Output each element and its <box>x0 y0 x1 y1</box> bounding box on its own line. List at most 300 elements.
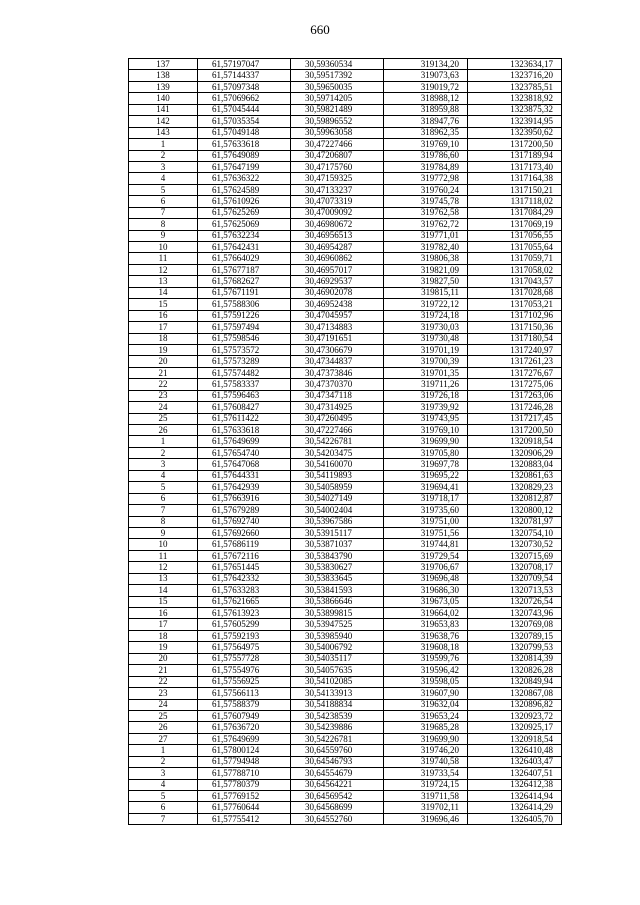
longitude-cell: 30,54027149 <box>291 493 384 504</box>
x-coordinate-cell: 319724,18 <box>384 310 468 321</box>
latitude-cell: 61,57566113 <box>198 688 291 699</box>
table-row <box>129 642 562 653</box>
latitude-cell: 61,57651445 <box>198 562 291 573</box>
x-coordinate-cell: 319744,81 <box>384 539 468 550</box>
point-number-cell: 139 <box>129 81 198 92</box>
latitude-cell: 61,57610926 <box>198 196 291 207</box>
x-coordinate-cell: 319769,10 <box>384 139 468 150</box>
point-number-cell: 7 <box>129 207 198 218</box>
latitude-cell: 61,57677187 <box>198 264 291 275</box>
point-number-cell: 17 <box>129 322 198 333</box>
point-number-cell: 7 <box>129 813 198 824</box>
table-row <box>129 116 562 127</box>
point-number-cell: 13 <box>129 276 198 287</box>
y-coordinate-cell: 1320709,54 <box>468 573 562 584</box>
table-row <box>129 322 562 333</box>
point-number-cell: 23 <box>129 390 198 401</box>
latitude-cell: 61,57625069 <box>198 219 291 230</box>
point-number-cell: 18 <box>129 630 198 641</box>
table-row <box>129 665 562 676</box>
longitude-cell: 30,54006792 <box>291 642 384 653</box>
longitude-cell: 30,46956513 <box>291 230 384 241</box>
y-coordinate-cell: 1320743,96 <box>468 608 562 619</box>
latitude-cell: 61,57642332 <box>198 573 291 584</box>
longitude-cell: 30,46960862 <box>291 253 384 264</box>
y-coordinate-cell: 1320800,12 <box>468 505 562 516</box>
x-coordinate-cell: 319772,98 <box>384 173 468 184</box>
point-number-cell: 12 <box>129 562 198 573</box>
point-number-cell: 2 <box>129 756 198 767</box>
point-number-cell: 15 <box>129 596 198 607</box>
x-coordinate-cell: 319638,76 <box>384 630 468 641</box>
x-coordinate-cell: 319711,26 <box>384 379 468 390</box>
table-row <box>129 699 562 710</box>
x-coordinate-cell: 319699,90 <box>384 733 468 744</box>
longitude-cell: 30,53843790 <box>291 550 384 561</box>
point-number-cell: 25 <box>129 710 198 721</box>
point-number-cell: 5 <box>129 482 198 493</box>
point-number-cell: 5 <box>129 791 198 802</box>
x-coordinate-cell: 319751,56 <box>384 527 468 538</box>
latitude-cell: 61,57632234 <box>198 230 291 241</box>
y-coordinate-cell: 1320861,63 <box>468 470 562 481</box>
x-coordinate-cell: 319653,83 <box>384 619 468 630</box>
y-coordinate-cell: 1320918,54 <box>468 733 562 744</box>
page-number: 660 <box>310 22 330 37</box>
longitude-cell: 30,47073319 <box>291 196 384 207</box>
latitude-cell: 61,57608427 <box>198 402 291 413</box>
latitude-cell: 61,57649699 <box>198 436 291 447</box>
table-row <box>129 356 562 367</box>
table-row <box>129 493 562 504</box>
longitude-cell: 30,54058959 <box>291 482 384 493</box>
longitude-cell: 30,59360534 <box>291 59 384 70</box>
point-number-cell: 6 <box>129 196 198 207</box>
point-number-cell: 18 <box>129 333 198 344</box>
latitude-cell: 61,57647199 <box>198 161 291 172</box>
longitude-cell: 30,64559760 <box>291 745 384 756</box>
longitude-cell: 30,47314925 <box>291 402 384 413</box>
table-row <box>129 676 562 687</box>
longitude-cell: 30,47134883 <box>291 322 384 333</box>
x-coordinate-cell: 319745,78 <box>384 196 468 207</box>
table-row <box>129 264 562 275</box>
x-coordinate-cell: 319700,39 <box>384 356 468 367</box>
table-row <box>129 436 562 447</box>
latitude-cell: 61,57621665 <box>198 596 291 607</box>
y-coordinate-cell: 1323716,20 <box>468 70 562 81</box>
longitude-cell: 30,54119893 <box>291 470 384 481</box>
point-number-cell: 9 <box>129 527 198 538</box>
latitude-cell: 61,57605299 <box>198 619 291 630</box>
y-coordinate-cell: 1320906,29 <box>468 447 562 458</box>
y-coordinate-cell: 1326412,38 <box>468 779 562 790</box>
point-number-cell: 141 <box>129 104 198 115</box>
y-coordinate-cell: 1323950,62 <box>468 127 562 138</box>
x-coordinate-cell: 319596,42 <box>384 665 468 676</box>
x-coordinate-cell: 319815,11 <box>384 287 468 298</box>
longitude-cell: 30,54057635 <box>291 665 384 676</box>
y-coordinate-cell: 1320849,94 <box>468 676 562 687</box>
y-coordinate-cell: 1320812,87 <box>468 493 562 504</box>
x-coordinate-cell: 319746,20 <box>384 745 468 756</box>
x-coordinate-cell: 319729,54 <box>384 550 468 561</box>
point-number-cell: 20 <box>129 653 198 664</box>
latitude-cell: 61,57686119 <box>198 539 291 550</box>
y-coordinate-cell: 1320726,54 <box>468 596 562 607</box>
table-row <box>129 459 562 470</box>
y-coordinate-cell: 1320715,69 <box>468 550 562 561</box>
longitude-cell: 30,54203475 <box>291 447 384 458</box>
y-coordinate-cell: 1317275,06 <box>468 379 562 390</box>
table-row <box>129 813 562 824</box>
point-number-cell: 21 <box>129 665 198 676</box>
table-row <box>129 550 562 561</box>
x-coordinate-cell: 319762,58 <box>384 207 468 218</box>
x-coordinate-cell: 319760,24 <box>384 184 468 195</box>
table-row <box>129 596 562 607</box>
table-row <box>129 619 562 630</box>
y-coordinate-cell: 1323875,32 <box>468 104 562 115</box>
table-row <box>129 379 562 390</box>
longitude-cell: 30,47344837 <box>291 356 384 367</box>
table-row <box>129 253 562 264</box>
x-coordinate-cell: 319739,92 <box>384 402 468 413</box>
y-coordinate-cell: 1326414,94 <box>468 791 562 802</box>
y-coordinate-cell: 1320781,97 <box>468 516 562 527</box>
point-number-cell: 3 <box>129 459 198 470</box>
y-coordinate-cell: 1320896,82 <box>468 699 562 710</box>
longitude-cell: 30,46980672 <box>291 219 384 230</box>
longitude-cell: 30,47306679 <box>291 344 384 355</box>
longitude-cell: 30,46929537 <box>291 276 384 287</box>
table-row <box>129 505 562 516</box>
x-coordinate-cell: 319699,90 <box>384 436 468 447</box>
y-coordinate-cell: 1317200,50 <box>468 425 562 436</box>
point-number-cell: 14 <box>129 585 198 596</box>
longitude-cell: 30,53915117 <box>291 527 384 538</box>
longitude-cell: 30,59650035 <box>291 81 384 92</box>
y-coordinate-cell: 1320789,15 <box>468 630 562 641</box>
latitude-cell: 61,57583337 <box>198 379 291 390</box>
x-coordinate-cell: 319134,20 <box>384 59 468 70</box>
latitude-cell: 61,57573572 <box>198 344 291 355</box>
x-coordinate-cell: 319701,35 <box>384 367 468 378</box>
longitude-cell: 30,54002404 <box>291 505 384 516</box>
latitude-cell: 61,57692740 <box>198 516 291 527</box>
x-coordinate-cell: 319705,80 <box>384 447 468 458</box>
latitude-cell: 61,57679289 <box>198 505 291 516</box>
point-number-cell: 16 <box>129 608 198 619</box>
x-coordinate-cell: 319806,38 <box>384 253 468 264</box>
longitude-cell: 30,47370370 <box>291 379 384 390</box>
point-number-cell: 12 <box>129 264 198 275</box>
x-coordinate-cell: 319607,90 <box>384 688 468 699</box>
y-coordinate-cell: 1320883,04 <box>468 459 562 470</box>
table-row <box>129 150 562 161</box>
point-number-cell: 1 <box>129 436 198 447</box>
x-coordinate-cell: 319821,09 <box>384 264 468 275</box>
latitude-cell: 61,57596463 <box>198 390 291 401</box>
longitude-cell: 30,47133237 <box>291 184 384 195</box>
latitude-cell: 61,57633283 <box>198 585 291 596</box>
longitude-cell: 30,47175760 <box>291 161 384 172</box>
y-coordinate-cell: 1320713,53 <box>468 585 562 596</box>
latitude-cell: 61,57692660 <box>198 527 291 538</box>
table-row <box>129 161 562 172</box>
point-number-cell: 26 <box>129 722 198 733</box>
latitude-cell: 61,57642939 <box>198 482 291 493</box>
longitude-cell: 30,54102085 <box>291 676 384 687</box>
longitude-cell: 30,53833645 <box>291 573 384 584</box>
y-coordinate-cell: 1320925,17 <box>468 722 562 733</box>
y-coordinate-cell: 1317150,36 <box>468 322 562 333</box>
y-coordinate-cell: 1317102,96 <box>468 310 562 321</box>
point-number-cell: 6 <box>129 802 198 813</box>
latitude-cell: 61,57769152 <box>198 791 291 802</box>
y-coordinate-cell: 1317118,02 <box>468 196 562 207</box>
y-coordinate-cell: 1317173,40 <box>468 161 562 172</box>
table-row <box>129 608 562 619</box>
longitude-cell: 30,53985940 <box>291 630 384 641</box>
longitude-cell: 30,47373846 <box>291 367 384 378</box>
table-row <box>129 127 562 138</box>
latitude-cell: 61,57557728 <box>198 653 291 664</box>
point-number-cell: 3 <box>129 161 198 172</box>
x-coordinate-cell: 319718,17 <box>384 493 468 504</box>
point-number-cell: 137 <box>129 59 198 70</box>
x-coordinate-cell: 319771,01 <box>384 230 468 241</box>
x-coordinate-cell: 319695,22 <box>384 470 468 481</box>
point-number-cell: 2 <box>129 447 198 458</box>
y-coordinate-cell: 1326403,47 <box>468 756 562 767</box>
longitude-cell: 30,47191651 <box>291 333 384 344</box>
point-number-cell: 19 <box>129 642 198 653</box>
latitude-cell: 61,57611422 <box>198 413 291 424</box>
x-coordinate-cell: 318988,12 <box>384 93 468 104</box>
point-number-cell: 8 <box>129 516 198 527</box>
longitude-cell: 30,47227466 <box>291 425 384 436</box>
table-row <box>129 710 562 721</box>
point-number-cell: 9 <box>129 230 198 241</box>
latitude-cell: 61,57613923 <box>198 608 291 619</box>
x-coordinate-cell: 319784,89 <box>384 161 468 172</box>
latitude-cell: 61,57780379 <box>198 779 291 790</box>
table-row <box>129 196 562 207</box>
longitude-cell: 30,47206807 <box>291 150 384 161</box>
coordinates-table-body <box>129 59 562 825</box>
table-row <box>129 276 562 287</box>
longitude-cell: 30,46902078 <box>291 287 384 298</box>
point-number-cell: 24 <box>129 699 198 710</box>
coordinates-table <box>128 58 562 825</box>
table-row <box>129 779 562 790</box>
table-row <box>129 470 562 481</box>
longitude-cell: 30,53899815 <box>291 608 384 619</box>
latitude-cell: 61,57636322 <box>198 173 291 184</box>
y-coordinate-cell: 1320799,53 <box>468 642 562 653</box>
latitude-cell: 61,57049148 <box>198 127 291 138</box>
table-row <box>129 425 562 436</box>
longitude-cell: 30,47009092 <box>291 207 384 218</box>
y-coordinate-cell: 1317180,54 <box>468 333 562 344</box>
table-row <box>129 688 562 699</box>
x-coordinate-cell: 319598,05 <box>384 676 468 687</box>
table-row <box>129 59 562 70</box>
point-number-cell: 16 <box>129 310 198 321</box>
longitude-cell: 30,54035117 <box>291 653 384 664</box>
point-number-cell: 1 <box>129 745 198 756</box>
latitude-cell: 61,57598546 <box>198 333 291 344</box>
x-coordinate-cell: 318959,88 <box>384 104 468 115</box>
table-row <box>129 402 562 413</box>
y-coordinate-cell: 1317246,28 <box>468 402 562 413</box>
longitude-cell: 30,59896552 <box>291 116 384 127</box>
x-coordinate-cell: 319686,30 <box>384 585 468 596</box>
table-row <box>129 756 562 767</box>
y-coordinate-cell: 1317055,64 <box>468 242 562 253</box>
y-coordinate-cell: 1317200,50 <box>468 139 562 150</box>
table-row <box>129 81 562 92</box>
y-coordinate-cell: 1317043,57 <box>468 276 562 287</box>
point-number-cell: 8 <box>129 219 198 230</box>
x-coordinate-cell: 319730,48 <box>384 333 468 344</box>
longitude-cell: 30,47159325 <box>291 173 384 184</box>
point-number-cell: 10 <box>129 242 198 253</box>
point-number-cell: 15 <box>129 299 198 310</box>
longitude-cell: 30,53967586 <box>291 516 384 527</box>
point-number-cell: 6 <box>129 493 198 504</box>
x-coordinate-cell: 319608,18 <box>384 642 468 653</box>
y-coordinate-cell: 1320829,23 <box>468 482 562 493</box>
table-row <box>129 367 562 378</box>
y-coordinate-cell: 1323785,51 <box>468 81 562 92</box>
y-coordinate-cell: 1317263,06 <box>468 390 562 401</box>
latitude-cell: 61,57633618 <box>198 425 291 436</box>
x-coordinate-cell: 319696,46 <box>384 813 468 824</box>
x-coordinate-cell: 318947,76 <box>384 116 468 127</box>
table-row <box>129 630 562 641</box>
point-number-cell: 14 <box>129 287 198 298</box>
y-coordinate-cell: 1320754,10 <box>468 527 562 538</box>
point-number-cell: 17 <box>129 619 198 630</box>
latitude-cell: 61,57663916 <box>198 493 291 504</box>
table-row <box>129 539 562 550</box>
longitude-cell: 30,47347118 <box>291 390 384 401</box>
latitude-cell: 61,57682627 <box>198 276 291 287</box>
longitude-cell: 30,46954287 <box>291 242 384 253</box>
y-coordinate-cell: 1317217,45 <box>468 413 562 424</box>
point-number-cell: 3 <box>129 768 198 779</box>
x-coordinate-cell: 319653,24 <box>384 710 468 721</box>
table-row <box>129 230 562 241</box>
x-coordinate-cell: 319769,10 <box>384 425 468 436</box>
latitude-cell: 61,57069662 <box>198 93 291 104</box>
longitude-cell: 30,64552760 <box>291 813 384 824</box>
latitude-cell: 61,57597494 <box>198 322 291 333</box>
latitude-cell: 61,57592193 <box>198 630 291 641</box>
y-coordinate-cell: 1317276,67 <box>468 367 562 378</box>
point-number-cell: 4 <box>129 173 198 184</box>
x-coordinate-cell: 319685,28 <box>384 722 468 733</box>
latitude-cell: 61,57588379 <box>198 699 291 710</box>
latitude-cell: 61,57649089 <box>198 150 291 161</box>
x-coordinate-cell: 319786,60 <box>384 150 468 161</box>
latitude-cell: 61,57591226 <box>198 310 291 321</box>
latitude-cell: 61,57644331 <box>198 470 291 481</box>
point-number-cell: 7 <box>129 505 198 516</box>
longitude-cell: 30,46952438 <box>291 299 384 310</box>
point-number-cell: 23 <box>129 688 198 699</box>
x-coordinate-cell: 319697,78 <box>384 459 468 470</box>
longitude-cell: 30,53947525 <box>291 619 384 630</box>
x-coordinate-cell: 319599,76 <box>384 653 468 664</box>
latitude-cell: 61,57625269 <box>198 207 291 218</box>
table-row <box>129 207 562 218</box>
table-row <box>129 104 562 115</box>
longitude-cell: 30,47045957 <box>291 310 384 321</box>
y-coordinate-cell: 1320918,54 <box>468 436 562 447</box>
latitude-cell: 61,57035354 <box>198 116 291 127</box>
y-coordinate-cell: 1323818,92 <box>468 93 562 104</box>
longitude-cell: 30,53830627 <box>291 562 384 573</box>
y-coordinate-cell: 1317056,55 <box>468 230 562 241</box>
x-coordinate-cell: 319827,50 <box>384 276 468 287</box>
table-row <box>129 184 562 195</box>
table-row <box>129 413 562 424</box>
latitude-cell: 61,57588306 <box>198 299 291 310</box>
x-coordinate-cell: 319632,04 <box>384 699 468 710</box>
x-coordinate-cell: 319735,60 <box>384 505 468 516</box>
y-coordinate-cell: 1317058,02 <box>468 264 562 275</box>
latitude-cell: 61,57671191 <box>198 287 291 298</box>
point-number-cell: 142 <box>129 116 198 127</box>
point-number-cell: 11 <box>129 253 198 264</box>
table-row <box>129 585 562 596</box>
longitude-cell: 30,54239886 <box>291 722 384 733</box>
x-coordinate-cell: 318962,35 <box>384 127 468 138</box>
latitude-cell: 61,57607949 <box>198 710 291 721</box>
table-row <box>129 242 562 253</box>
latitude-cell: 61,57647068 <box>198 459 291 470</box>
point-number-cell: 25 <box>129 413 198 424</box>
x-coordinate-cell: 319751,00 <box>384 516 468 527</box>
longitude-cell: 30,54160070 <box>291 459 384 470</box>
point-number-cell: 1 <box>129 139 198 150</box>
y-coordinate-cell: 1317028,68 <box>468 287 562 298</box>
longitude-cell: 30,64569542 <box>291 791 384 802</box>
table-row <box>129 299 562 310</box>
point-number-cell: 13 <box>129 573 198 584</box>
x-coordinate-cell: 319743,95 <box>384 413 468 424</box>
x-coordinate-cell: 319726,18 <box>384 390 468 401</box>
table-row <box>129 173 562 184</box>
longitude-cell: 30,53871037 <box>291 539 384 550</box>
latitude-cell: 61,57760644 <box>198 802 291 813</box>
x-coordinate-cell: 319696,48 <box>384 573 468 584</box>
table-row <box>129 390 562 401</box>
longitude-cell: 30,47260495 <box>291 413 384 424</box>
table-row <box>129 573 562 584</box>
x-coordinate-cell: 319673,05 <box>384 596 468 607</box>
y-coordinate-cell: 1320867,08 <box>468 688 562 699</box>
latitude-cell: 61,57144337 <box>198 70 291 81</box>
table-row <box>129 527 562 538</box>
latitude-cell: 61,57573289 <box>198 356 291 367</box>
point-number-cell: 143 <box>129 127 198 138</box>
table-row <box>129 768 562 779</box>
longitude-cell: 30,47227466 <box>291 139 384 150</box>
